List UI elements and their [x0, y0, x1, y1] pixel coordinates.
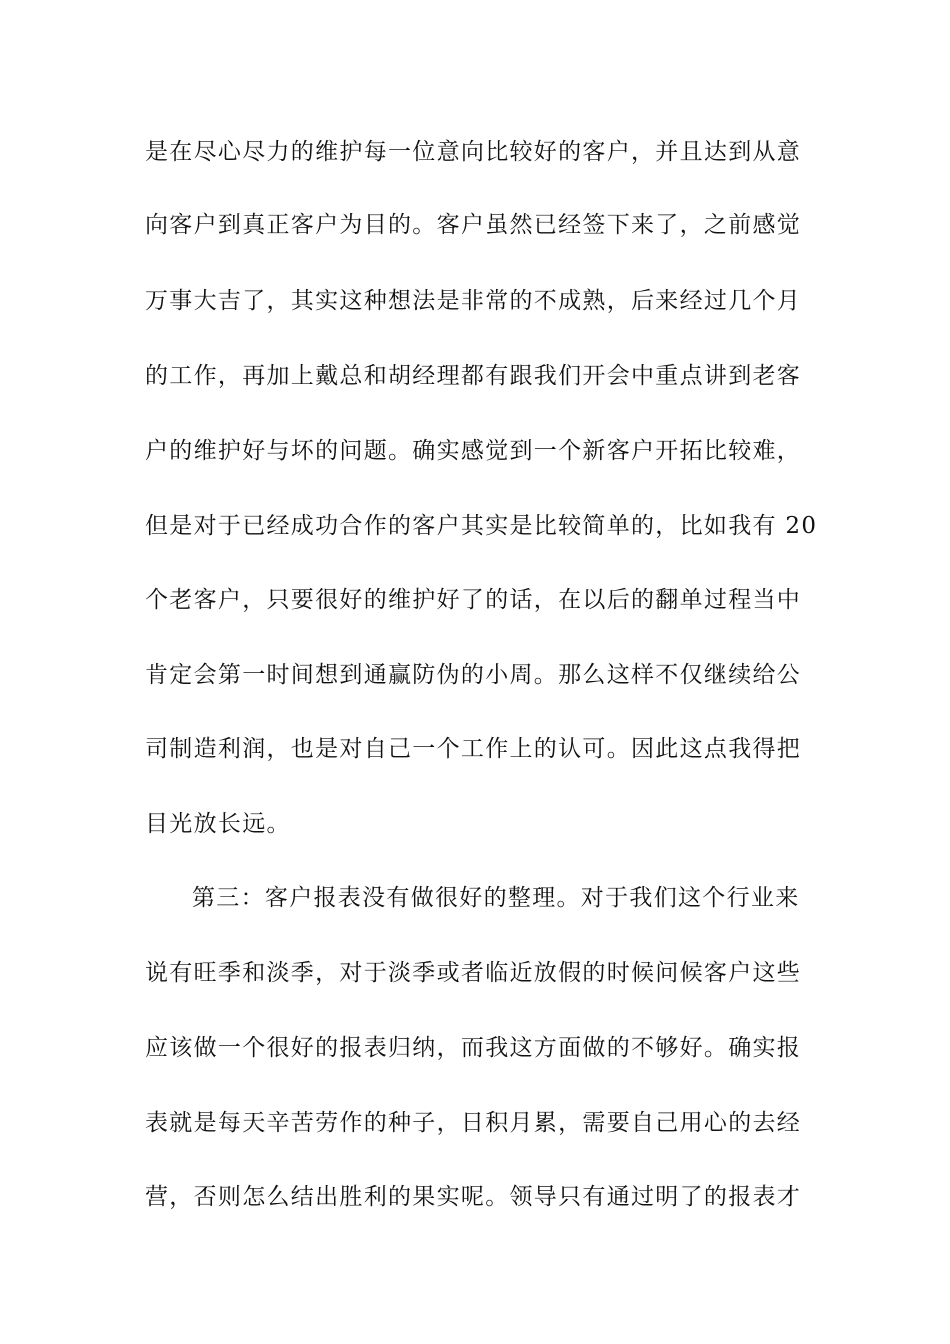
text-line: 肯定会第一时间想到通赢防伪的小周。那么这样不仅继续给公: [145, 662, 802, 688]
text-line: 是在尽心尽力的维护每一位意向比较好的客户，并且达到从意: [145, 139, 802, 165]
text-line: 表就是每天辛苦劳作的种子，日积月累，需要自己用心的去经: [145, 1110, 802, 1136]
text-line: 户的维护好与坏的问题。确实感觉到一个新客户开拓比较难，: [145, 438, 802, 464]
text-line: 但是对于已经成功合作的客户其实是比较简单的，比如我有 20: [145, 513, 818, 539]
text-line: 万事大吉了，其实这种想法是非常的不成熟，后来经过几个月: [145, 288, 802, 314]
text-line: 说有旺季和淡季，对于淡季或者临近放假的时候问候客户这些: [145, 960, 802, 986]
text-line: 向客户到真正客户为目的。客户虽然已经签下来了，之前感觉: [145, 212, 802, 238]
text-line: 司制造利润，也是对自己一个工作上的认可。因此这点我得把: [145, 736, 802, 762]
paragraph-first-line: 第三：客户报表没有做很好的整理。对于我们这个行业来: [192, 885, 800, 911]
text-line: 目光放长远。: [145, 811, 291, 837]
text-line: 应该做一个很好的报表归纳，而我这方面做的不够好。确实报: [145, 1035, 802, 1061]
text-line: 的工作，再加上戴总和胡经理都有跟我们开会中重点讲到老客: [145, 363, 802, 389]
text-line: 个老客户，只要很好的维护好了的话，在以后的翻单过程当中: [145, 587, 802, 613]
text-line: 营，否则怎么结出胜利的果实呢。领导只有通过明了的报表才: [145, 1184, 802, 1210]
